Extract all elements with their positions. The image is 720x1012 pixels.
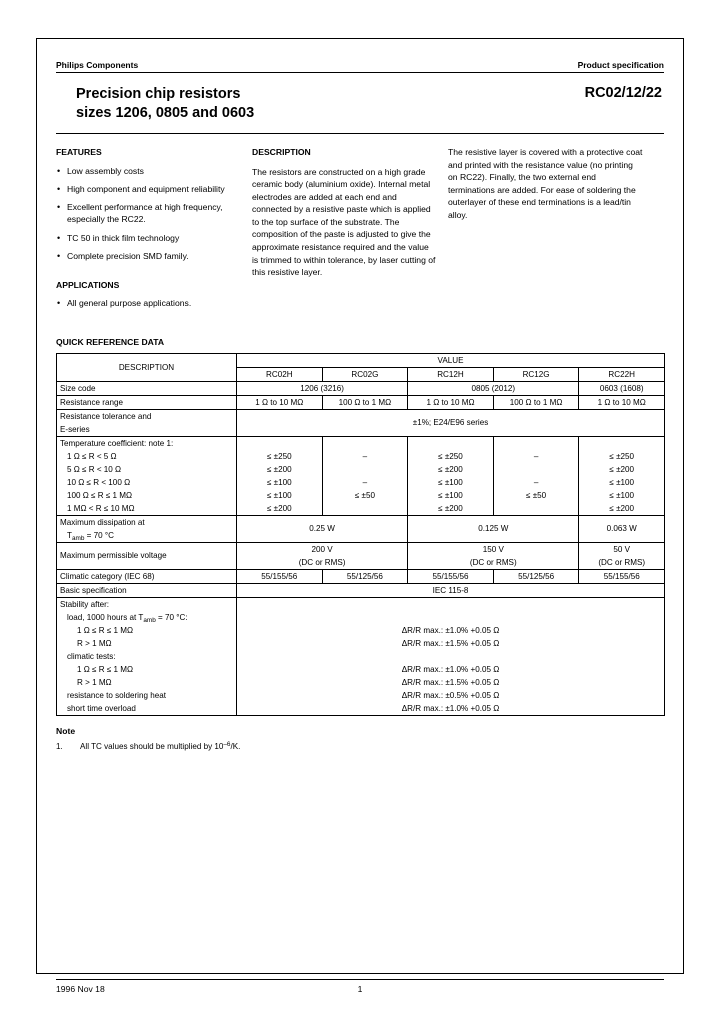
row-label-climatic-2: R > 1 MΩ [57, 676, 237, 689]
note-text-post: /K. [230, 741, 241, 751]
row-label-tempco-1: 1 Ω ≤ R < 5 Ω [57, 450, 237, 463]
footer-date: 1996 Nov 18 [56, 984, 105, 994]
note-text-pre: All TC values should be multiplied by 10 [80, 741, 224, 751]
cell-tempco-4-rc02g: ≤ ±50 [322, 489, 408, 502]
row-label-tempco-3: 10 Ω ≤ R < 100 Ω [57, 476, 237, 489]
note-text [80, 742, 240, 751]
cell-tempco-3-rc02h: ≤ ±100 [237, 476, 323, 489]
footer-page-number: 1 [357, 984, 363, 994]
page-content [56, 60, 664, 751]
cell-tempco-1-rc02g: – [322, 450, 408, 463]
row-label-size-code: Size code [57, 381, 237, 395]
cell-dissipation-1206: 0.25 W [237, 515, 408, 542]
row-label-stability: Stability after: [57, 597, 237, 611]
applications-heading: APPLICATIONS [56, 279, 120, 290]
list-item: • Low assembly costs [56, 166, 242, 178]
quick-reference-table [56, 353, 665, 716]
cell-soldering-heat-value: ΔR/R max.: ±0.5% +0.05 Ω [237, 689, 665, 702]
table-row [57, 450, 665, 463]
cell-size-0805: 0805 (2012) [408, 381, 579, 395]
row-label-climatic-category: Climatic category (IEC 68) [57, 569, 237, 583]
cell-stability-blank [237, 597, 665, 611]
cell-tempco-1-rc22h: ≤ ±250 [579, 450, 665, 463]
col-header-rc02h: RC02H [237, 367, 323, 381]
cell-tempco-5-rc12h: ≤ ±200 [408, 502, 494, 516]
note-item [56, 742, 664, 751]
quick-reference-heading: QUICK REFERENCE DATA [56, 336, 165, 347]
list-item: • Complete precision SMD family. [56, 251, 242, 263]
col-header-rc22h: RC22H [579, 367, 665, 381]
cell-tempco-1-rc12h: ≤ ±250 [408, 450, 494, 463]
page-footer [56, 979, 664, 994]
cell-climatic-heading-blank [237, 650, 665, 663]
cell-tempco-head-3 [408, 436, 494, 450]
table-row [57, 463, 665, 476]
row-label-short-overload: short time overload [57, 702, 237, 716]
cell-tempco-3-rc12h: ≤ ±100 [408, 476, 494, 489]
col-header-description: DESCRIPTION [57, 353, 237, 381]
cell-climatic-2-value: ΔR/R max.: ±1.5% +0.05 Ω [237, 676, 665, 689]
product-code: RC02/12/22 [584, 85, 662, 101]
header-doctype: Product specification [577, 60, 664, 70]
table-row [57, 583, 665, 597]
cell-climatic-rc22h: 55/155/56 [579, 569, 665, 583]
cell-tempco-3-rc22h: ≤ ±100 [579, 476, 665, 489]
cell-tempco-3-rc02g: – [322, 476, 408, 489]
cell-voltage-0603: 50 V [579, 542, 665, 556]
row-label-dissipation-2 [57, 529, 237, 543]
cell-tempco-1-rc02h: ≤ ±250 [237, 450, 323, 463]
row-label-dissipation-1: Maximum dissipation at [57, 515, 237, 529]
table-row [57, 542, 665, 556]
table-row [57, 702, 665, 716]
cell-size-0603: 0603 (1608) [579, 381, 665, 395]
cell-tempco-4-rc12h: ≤ ±100 [408, 489, 494, 502]
table-row [57, 409, 665, 423]
cell-voltage-1206: 200 V [237, 542, 408, 556]
applications-section [56, 279, 242, 310]
cell-tempco-2-rc02h: ≤ ±200 [237, 463, 323, 476]
header-company: Philips Components [56, 60, 139, 70]
cell-range-rc02h: 1 Ω to 10 MΩ [237, 395, 323, 409]
cell-tempco-2-rc02g [322, 463, 408, 476]
cell-dissipation-0805: 0.125 W [408, 515, 579, 542]
list-item: • Excellent performance at high frequency, especially the RC22. [56, 202, 242, 226]
cell-climatic-rc02h: 55/155/56 [237, 569, 323, 583]
list-item: • TC 50 in thick film technology [56, 233, 242, 245]
cell-range-rc02g: 100 Ω to 1 MΩ [322, 395, 408, 409]
cell-climatic-rc02g: 55/125/56 [322, 569, 408, 583]
row-label-tempco-5: 1 MΩ < R ≤ 10 MΩ [57, 502, 237, 516]
cell-range-rc12h: 1 Ω to 10 MΩ [408, 395, 494, 409]
cell-tempco-4-rc12g: ≤ ±50 [493, 489, 579, 502]
table-row [57, 476, 665, 489]
cell-tempco-head-1 [237, 436, 323, 450]
description-text-2: The resistive layer is covered with a protective coat and printed with the resistance value (no printing on RC22). Finally, the two external end terminations are added. For ease of soldering the outerlayer of these end terminations is a lead/tin alloy. [448, 147, 643, 220]
table-row [57, 569, 665, 583]
cell-tempco-1-rc12g: – [493, 450, 579, 463]
cell-tempco-2-rc22h: ≤ ±200 [579, 463, 665, 476]
table-row [57, 650, 665, 663]
col-header-rc12h: RC12H [408, 367, 494, 381]
intro-columns [56, 146, 664, 316]
load-heading-post: = 70 °C: [155, 612, 188, 622]
cell-load-1-value: ΔR/R max.: ±1.0% +0.05 Ω [237, 624, 665, 637]
cell-basic-spec-value: IEC 115-8 [237, 583, 665, 597]
row-label-basic-spec: Basic specification [57, 583, 237, 597]
description-column-2 [448, 146, 644, 316]
cell-tempco-5-rc22h: ≤ ±200 [579, 502, 665, 516]
col-header-rc12g: RC12G [493, 367, 579, 381]
load-heading-pre: load, 1000 hours at [67, 612, 139, 622]
note-number: 1. [56, 741, 63, 751]
tamb-symbol: T [67, 530, 72, 540]
table-row [57, 436, 665, 450]
note-heading: Note [56, 725, 76, 736]
cell-tempco-5-rc02g [322, 502, 408, 516]
features-list [56, 166, 242, 263]
cell-voltage-0805-note: (DC or RMS) [408, 556, 579, 570]
list-item: • High component and equipment reliability [56, 184, 242, 196]
cell-tempco-2-rc12h: ≤ ±200 [408, 463, 494, 476]
cell-tempco-head-4 [493, 436, 579, 450]
table-row [57, 611, 665, 624]
title-block [56, 85, 664, 134]
cell-voltage-0603-note: (DC or RMS) [579, 556, 665, 570]
cell-tempco-2-rc12g [493, 463, 579, 476]
cell-voltage-1206-note: (DC or RMS) [237, 556, 408, 570]
table-row [57, 502, 665, 516]
cell-climatic-rc12h: 55/155/56 [408, 569, 494, 583]
row-label-load-2: R > 1 MΩ [57, 637, 237, 650]
page-header [56, 60, 664, 73]
table-row [57, 663, 665, 676]
tamb-sub: amb [71, 534, 85, 542]
cell-range-rc12g: 100 Ω to 1 MΩ [493, 395, 579, 409]
cell-tolerance-value: ±1%; E24/E96 series [237, 409, 665, 436]
row-label-voltage: Maximum permissible voltage [57, 542, 237, 569]
row-label-tempco-4: 100 Ω ≤ R ≤ 1 MΩ [57, 489, 237, 502]
cell-range-rc22h: 1 Ω to 10 MΩ [579, 395, 665, 409]
table-row [57, 515, 665, 529]
cell-tempco-3-rc12g: – [493, 476, 579, 489]
list-item: • All general purpose applications. [56, 298, 242, 310]
row-label-tolerance-2: E-series [57, 423, 237, 437]
row-label-load-1: 1 Ω ≤ R ≤ 1 MΩ [57, 624, 237, 637]
cell-climatic-rc12g: 55/125/56 [493, 569, 579, 583]
table-row [57, 637, 665, 650]
tamb-value: = 70 °C [84, 530, 114, 540]
description-text-1: The resistors are constructed on a high grade ceramic body (aluminium oxide). Internal metal electrodes are added at each end and connected by a resistive paste which is applied to the top surface of the substrate. The composition of the paste is adjusted to give the approximate resistance required and the value is trimmed to within tolerance, by laser cutting of this resistive layer. [252, 166, 436, 278]
cell-short-overload-value: ΔR/R max.: ±1.0% +0.05 Ω [237, 702, 665, 716]
table-row [57, 381, 665, 395]
cell-tempco-5-rc02h: ≤ ±200 [237, 502, 323, 516]
table-row [57, 689, 665, 702]
table-row [57, 489, 665, 502]
applications-list [56, 298, 242, 310]
table-row [57, 597, 665, 611]
features-heading: FEATURES [56, 147, 102, 158]
cell-tempco-head-5 [579, 436, 665, 450]
title-line-2: sizes 1206, 0805 and 0603 [76, 105, 255, 122]
row-label-tempco: Temperature coefficient: note 1: [57, 436, 237, 450]
row-label-tolerance-1: Resistance tolerance and [57, 409, 237, 423]
load-tamb-sub: amb [143, 616, 156, 624]
load-tamb-symbol: T [138, 612, 144, 622]
features-column [56, 146, 252, 316]
cell-climatic-1-value: ΔR/R max.: ±1.0% +0.05 Ω [237, 663, 665, 676]
col-header-rc02g: RC02G [322, 367, 408, 381]
cell-load-2-value: ΔR/R max.: ±1.5% +0.05 Ω [237, 637, 665, 650]
row-label-soldering-heat: resistance to soldering heat [57, 689, 237, 702]
table-row [57, 624, 665, 637]
row-label-load-heading [57, 611, 237, 624]
cell-tempco-4-rc02h: ≤ ±100 [237, 489, 323, 502]
title-line-1: Precision chip resistors [76, 86, 241, 102]
row-label-climatic-heading: climatic tests: [57, 650, 237, 663]
description-heading: DESCRIPTION [252, 147, 311, 158]
row-label-climatic-1: 1 Ω ≤ R ≤ 1 MΩ [57, 663, 237, 676]
note-exponent: –6 [223, 740, 231, 748]
col-header-value: VALUE [237, 353, 665, 367]
table-row [57, 395, 665, 409]
row-label-tempco-2: 5 Ω ≤ R < 10 Ω [57, 463, 237, 476]
table-row [57, 353, 665, 367]
cell-tempco-5-rc12g [493, 502, 579, 516]
cell-tempco-head-2 [322, 436, 408, 450]
cell-size-1206: 1206 (3216) [237, 381, 408, 395]
cell-load-heading-blank [237, 611, 665, 624]
table-row [57, 676, 665, 689]
page-title [56, 85, 254, 123]
cell-dissipation-0603: 0.063 W [579, 515, 665, 542]
row-label-resistance-range: Resistance range [57, 395, 237, 409]
cell-tempco-4-rc22h: ≤ ±100 [579, 489, 665, 502]
cell-voltage-0805: 150 V [408, 542, 579, 556]
description-column [252, 146, 448, 316]
